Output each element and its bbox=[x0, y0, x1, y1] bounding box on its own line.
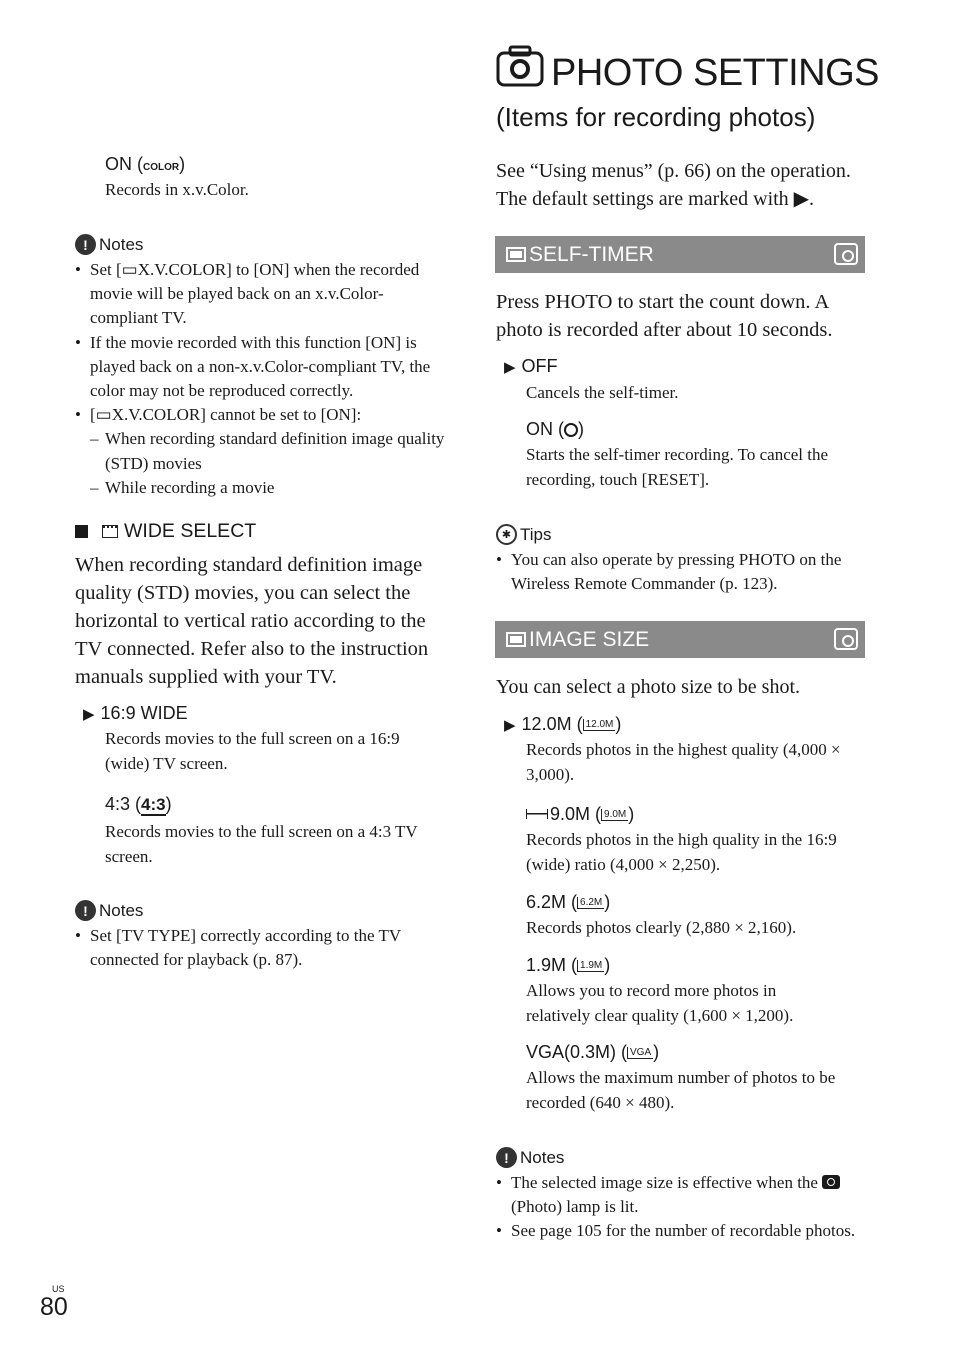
on-color-desc: Records in x.v.Color. bbox=[105, 180, 249, 199]
wide-option-169-desc: Records movies to the full screen on a 16:9 (wide) TV screen. bbox=[105, 729, 400, 773]
self-timer-body: Press PHOTO to start the count down. A photo is recorded after about 10 seconds. bbox=[496, 291, 833, 341]
intro-text: See “Using menus” (p. 66) on the operation. The default settings are marked with ▶. bbox=[496, 160, 851, 210]
sub-list bbox=[75, 427, 447, 500]
list-item: • Set [TV TYPE] correctly according to the TV connected for playback (p. 87). bbox=[75, 924, 435, 972]
page-subtitle: (Items for recording photos) bbox=[496, 102, 816, 132]
notes-list bbox=[75, 258, 447, 500]
notes-icon: ! bbox=[75, 234, 96, 255]
photo-lamp-icon bbox=[822, 1175, 840, 1189]
tips-heading: ✱ Tips bbox=[496, 524, 552, 545]
page-number: 80 bbox=[40, 1293, 68, 1321]
size-9m-icon: 9.0M bbox=[601, 809, 628, 821]
default-marker-icon: ▶ bbox=[504, 717, 516, 734]
wide-option-43-desc: Records movies to the full screen on a 4:3 TV screen. bbox=[105, 822, 418, 866]
size-12m-icon: 12.0M bbox=[583, 719, 616, 731]
list-item: – When recording standard definition image quality (STD) movies bbox=[90, 427, 447, 475]
menu-item-icon bbox=[506, 247, 526, 262]
self-timer-on-option: ON ( ) bbox=[526, 419, 584, 439]
tips-list bbox=[496, 548, 846, 596]
list-item: • The selected image size is effective when the (Photo) lamp is lit. bbox=[496, 1171, 864, 1219]
wide-select-heading: WIDE SELECT bbox=[75, 520, 256, 543]
self-timer-on-desc: Starts the self-timer recording. To cancel the recording, touch [RESET]. bbox=[526, 445, 829, 489]
square-bullet-icon bbox=[75, 525, 88, 538]
image-size-body: You can select a photo size to be shot. bbox=[496, 676, 801, 698]
color-icon: COLOR bbox=[143, 162, 180, 173]
camera-icon bbox=[496, 45, 544, 87]
size-option-9m-desc: Records photos in the high quality in the 16:9 (wide) ratio (4,000 × 2,250). bbox=[526, 830, 837, 874]
list-item: • [▭X.V.COLOR] cannot be set to [ON]: bbox=[75, 403, 447, 427]
ratio-43-icon: 4:3 bbox=[141, 795, 166, 814]
notes-list bbox=[496, 1171, 864, 1244]
notes-icon: ! bbox=[496, 1147, 517, 1168]
photo-mode-icon bbox=[834, 243, 858, 265]
size-option-19m: 1.9M ( 1.9M ) bbox=[526, 955, 611, 975]
wide-option-169: ▶ 16:9 WIDE bbox=[83, 703, 188, 723]
menu-item-icon bbox=[506, 632, 526, 647]
size-62m-icon: 6.2M bbox=[577, 897, 604, 909]
list-item: • Set [▭X.V.COLOR] to [ON] when the recorded movie will be played back on an x.v.Color-compliant TV. bbox=[75, 258, 447, 331]
self-timer-off-desc: Cancels the self-timer. bbox=[526, 383, 679, 402]
wide-option-43: 4:3 (4:3) bbox=[105, 794, 172, 814]
list-item: – While recording a movie bbox=[90, 476, 447, 500]
wide-select-body: When recording standard definition image quality (STD) movies, you can select the horizontal to vertical ratio according to the TV connected. Refer also to the instruction manuals supplied with your TV. bbox=[75, 554, 429, 688]
size-option-9m: 9.0M ( 9.0M ) bbox=[526, 804, 634, 825]
size-option-19m-desc: Allows you to record more photos in relatively clear quality (1,600 × 1,200). bbox=[526, 981, 794, 1025]
notes-heading: ! Notes bbox=[496, 1147, 564, 1168]
size-option-12m-desc: Records photos in the highest quality (4,000 × 3,000). bbox=[526, 740, 841, 784]
notes-heading: ! Notes bbox=[75, 900, 143, 921]
list-item: • If the movie recorded with this function [ON] is played back on a non-x.v.Color-compliant TV, the color may not be reproduced correctly. bbox=[75, 331, 447, 404]
region-label: US bbox=[52, 1284, 65, 1294]
page-title: PHOTO SETTINGS bbox=[551, 52, 880, 94]
photo-mode-icon bbox=[834, 628, 858, 650]
size-option-62m: 6.2M ( 6.2M ) bbox=[526, 892, 611, 912]
size-option-vga-desc: Allows the maximum number of photos to be recorded (640 × 480). bbox=[526, 1068, 836, 1112]
size-vga-icon: VGA bbox=[627, 1047, 653, 1059]
self-timer-header: SELF-TIMER bbox=[495, 236, 865, 273]
on-color-option: ON (COLOR) bbox=[105, 154, 186, 174]
notes-list bbox=[75, 924, 435, 972]
self-timer-icon bbox=[564, 423, 578, 437]
size-option-12m: ▶ 12.0M ( 12.0M ) bbox=[504, 714, 622, 734]
size-option-62m-desc: Records photos clearly (2,880 × 2,160). bbox=[526, 918, 797, 937]
notes-icon: ! bbox=[75, 900, 96, 921]
size-19m-icon: 1.9M bbox=[577, 960, 604, 972]
size-option-vga: VGA(0.3M) ( VGA ) bbox=[526, 1042, 660, 1062]
tips-icon: ✱ bbox=[496, 524, 517, 545]
default-marker-icon: ▶ bbox=[504, 359, 516, 376]
wide-ratio-icon bbox=[526, 809, 548, 819]
image-size-header: IMAGE SIZE bbox=[495, 621, 865, 658]
list-item: • See page 105 for the number of recordable photos. bbox=[496, 1219, 864, 1243]
film-icon bbox=[102, 525, 118, 538]
notes-heading: ! Notes bbox=[75, 234, 143, 255]
default-marker-icon: ▶ bbox=[83, 706, 95, 723]
list-item: • You can also operate by pressing PHOTO on the Wireless Remote Commander (p. 123). bbox=[496, 548, 846, 596]
self-timer-off-option: ▶ OFF bbox=[504, 356, 558, 376]
